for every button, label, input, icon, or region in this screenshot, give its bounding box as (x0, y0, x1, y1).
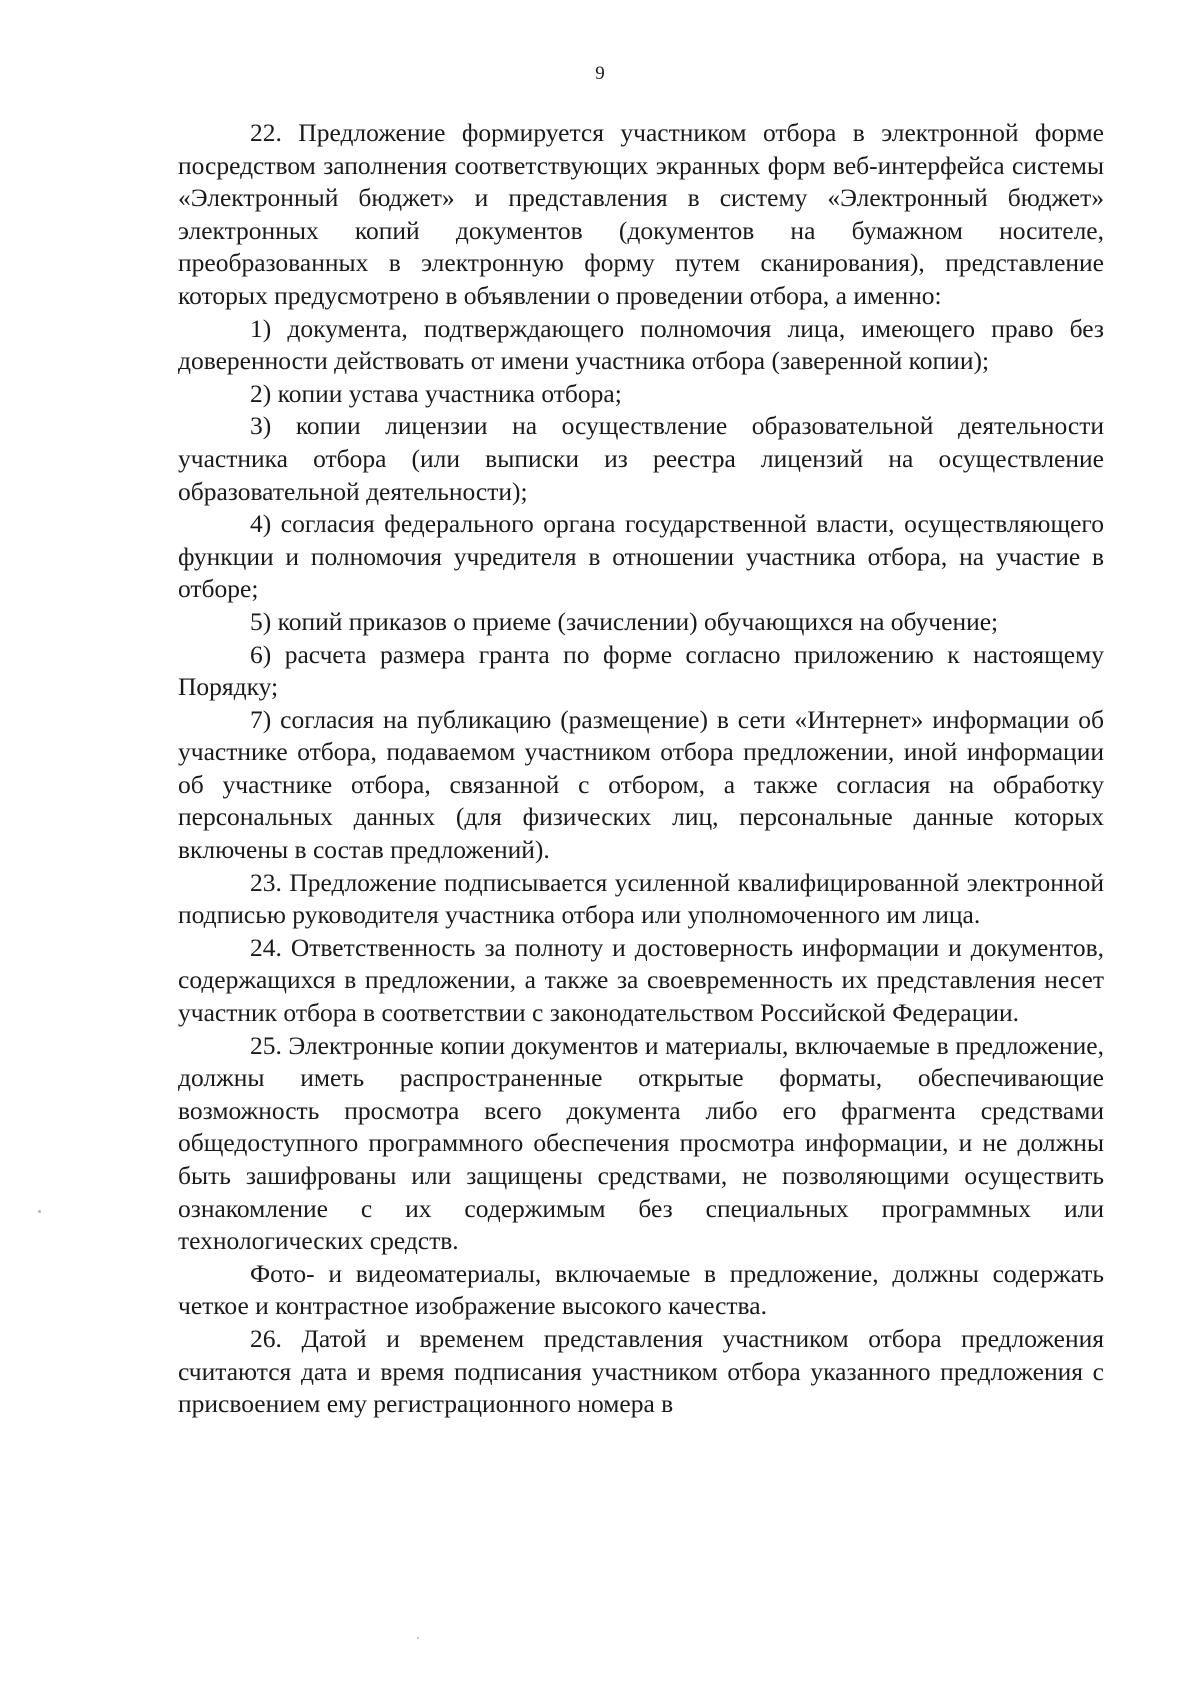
list-item-1: 1) документа, подтверждающего полномочия лица, имеющего право без доверенности действовать от имени участника отбора (заверенной копии); (178, 313, 1104, 376)
paragraph-26: 26. Датой и временем представления участником отбора предложения считаются дата и время подписания участником отбора указанного предложения с присвоением ему регистрационного номера в (178, 1323, 1104, 1419)
list-item-6: 6) расчета размера гранта по форме согласно приложению к настоящему Порядку; (178, 639, 1104, 702)
paragraph-24: 24. Ответственность за полноту и достоверность информации и документов, содержащихся в предложении, а также за своевременность их представления несет участник отбора в соответствии с законодательством Российской Федерации. (178, 932, 1104, 1028)
list-item-5: 5) копий приказов о приеме (зачислении) обучающихся на обучение; (250, 606, 999, 636)
list-item-7: 7) согласия на публикацию (размещение) в сети «Интернет» информации об участнике отбора, подаваемом участником отбора предложении, иной информации об участнике отбора, связанной с отбором, а также согласия на обработку персональных данных (для физических лиц, персональные данные которых включены в состав предложений). (178, 704, 1104, 865)
scan-speck (38, 1210, 41, 1213)
paragraph-23: 23. Предложение подписывается усиленной квалифицированной электронной подписью руководителя участника отбора или уполномоченного им лица. (178, 867, 1104, 930)
document-body (178, 117, 1104, 1421)
list-item-3: 3) копии лицензии на осуществление образовательной деятельности участника отбора (или выписки из реестра лицензий на осуществление образовательной деятельности); (178, 411, 1104, 506)
list-item-4: 4) согласия федерального органа государственной власти, осуществляющего функции и полномочия учредителя в отношении участника отбора, на участие в отборе; (178, 509, 1104, 604)
scan-speck (417, 1637, 419, 1639)
paragraph-25: 25. Электронные копии документов и материалы, включаемые в предложение, должны иметь распространенные открытые форматы, обеспечивающие возможность просмотра всего документа либо его фрагмента средствами общедоступного программного обеспечения просмотра информации, и не должны быть зашифрованы или защищены средствами, не позволяющими осуществить ознакомление с их содержимым без специальных программных или технологических средств. (178, 1030, 1104, 1256)
paragraph-22: 22. Предложение формируется участником отбора в электронной форме посредством заполнения соответствующих экранных форм веб-интерфейса системы «Электронный бюджет» и представления в систему «Электронный бюджет» электронных копий документов (документов на бумажном носителе, преобразованных в электронную форму путем сканирования), представление которых предусмотрено в объявлении о проведении отбора, а именно: (178, 118, 1104, 310)
list-item-2: 2) копии устава участника отбора; (250, 378, 622, 408)
page-number: 9 (595, 63, 605, 84)
paragraph-25-media: Фото- и видеоматериалы, включаемые в предложение, должны содержать четкое и контрастное изображение высокого качества. (178, 1258, 1104, 1321)
